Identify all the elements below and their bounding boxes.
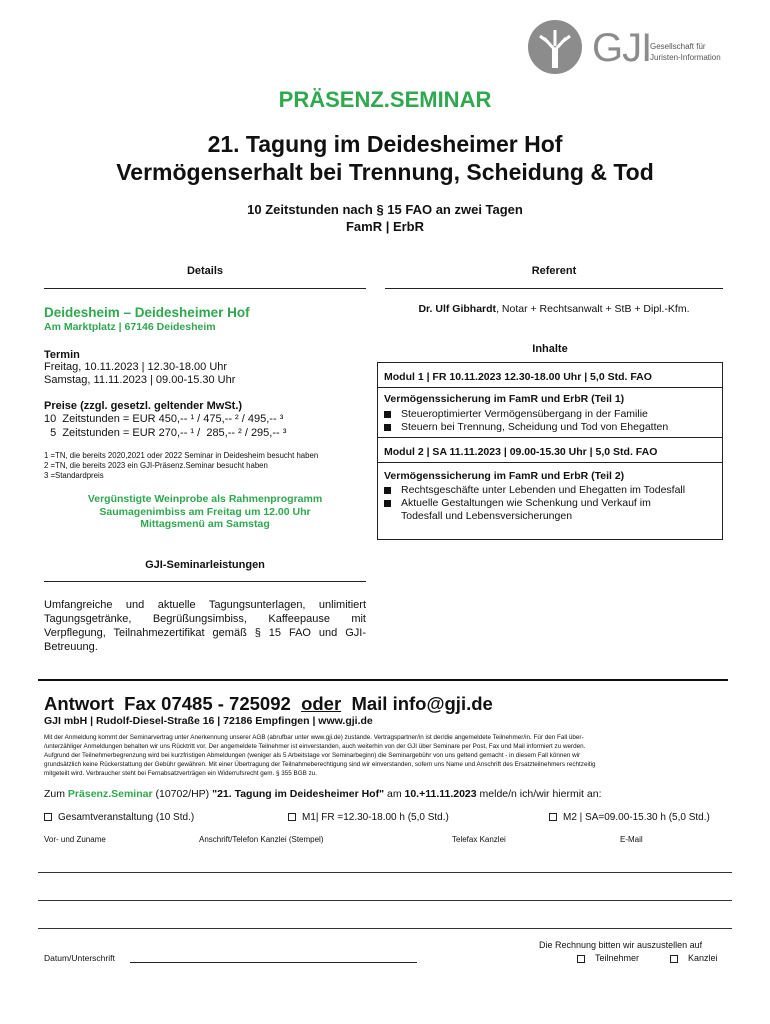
list-item	[384, 484, 685, 497]
leistungen-text: Umfangreiche und aktuelle Tagungsunterlagen, unlimitiert Tagungsgetränke, Begrüßungsimbiss, Kaffeepause mit Verpflegung, Teilnahmezertifikat gemäß § 15 FAO und GJI-Betreuung.	[44, 599, 366, 653]
modul1-divider	[378, 387, 722, 388]
modul2-item-2: Aktuelle Gestaltungen wie Schenkung und Verkauf im	[401, 497, 651, 509]
termin-day1: Freitag, 10.11.2023 | 12.30-18.00 Uhr	[44, 361, 228, 373]
agb-finetext	[44, 733, 729, 778]
logo-subtitle	[650, 41, 750, 63]
antwort-oder: oder	[301, 693, 342, 714]
venue-name: Deidesheim – Deidesheimer Hof	[44, 305, 250, 320]
col-email: E-Mail	[620, 835, 643, 844]
option-gesamt[interactable]	[44, 812, 194, 823]
checkbox-icon[interactable]	[44, 813, 52, 821]
preis-5h: 5 Zeitstunden = EUR 270,-- ¹ / 285,-- ² / 295,-- ³	[44, 427, 287, 439]
referent-desc: , Notar + Rechtsanwalt + StB + Dipl.-Kfm.	[496, 303, 690, 315]
rahmenprogramm	[44, 493, 366, 531]
inhalte-box	[377, 362, 723, 540]
referent-name: Dr. Ulf Gibhardt	[418, 303, 497, 315]
bullet-icon	[384, 487, 391, 494]
agb-line-5: mitgeteilt wird. Verbraucher steht bei Fernabsatzverträgen ein Widerrufsrecht gem. § 355 BGB zu.	[44, 770, 317, 777]
bullet-icon	[384, 411, 391, 418]
list-item	[384, 421, 668, 434]
signature-line[interactable]	[130, 962, 417, 963]
rechnung-text: Die Rechnung bitten wir auszustellen auf	[539, 940, 703, 950]
col-name: Vor- und Zuname	[44, 835, 106, 844]
logo-sub-line2: Juristen-Information	[650, 53, 721, 62]
logo-tree-icon	[528, 20, 582, 74]
option-gesamt-label: Gesamtveranstaltung (10 Std.)	[58, 812, 195, 823]
footnote-1: 1 =TN, die bereits 2020,2021 oder 2022 Seminar in Deidesheim besucht haben	[44, 451, 319, 460]
agb-line-1: Mit der Anmeldung kommt der Seminarvertrag unter Anerkennung unserer AGB (abrufbar unter www.gji.de) zustande. Vertragspartner/in ist der/die angemeldete Teilnehmer/in. Für den Fall über-	[44, 734, 584, 741]
agb-line-2: /unterzähliger Anmeldungen behalten wir uns Rücktritt vor. Der angemeldete Teilnehmer ist einverstanden, auch weiterhin von der GJI über Seminare per Post, Fax und Mail informiert zu werden.	[44, 743, 586, 750]
option-m1-label: M1| FR =12.30-18.00 h (5,0 Std.)	[302, 812, 449, 823]
leistungen-divider	[44, 581, 366, 582]
zum-end: melde/n ich/wir hiermit an:	[476, 788, 602, 800]
modul1-head: Modul 1 | FR 10.11.2023 12.30-18.00 Uhr | 5,0 Std. FAO	[384, 371, 652, 383]
form-line-3[interactable]	[38, 928, 732, 929]
checkbox-icon[interactable]	[577, 955, 585, 963]
termin-label: Termin	[44, 349, 80, 361]
zum-seminar: Präsenz.Seminar	[67, 788, 153, 800]
extra-imbiss: Saumagenimbiss am Freitag um 12.00 Uhr	[99, 505, 311, 518]
company-line: GJI mbH | Rudolf-Diesel-Straße 16 | 72186 Empfingen | www.gji.de	[44, 715, 373, 727]
list-item	[384, 408, 668, 421]
zum-am: am	[384, 788, 405, 800]
zum-code: (10702/HP)	[152, 788, 213, 800]
modul2-item-1: Rechtsgeschäfte unter Lebenden und Ehegatten im Todesfall	[401, 484, 686, 496]
modul1-item-2: Steuern bei Trennung, Scheidung und Tod von Ehegatten	[401, 421, 669, 433]
page-title: 21. Tagung im Deidesheimer Hof	[207, 131, 563, 157]
modul2-head: Modul 2 | SA 11.11.2023 | 09.00-15.30 Uhr | 5,0 Std. FAO	[384, 446, 658, 458]
logo-brand: GJI	[592, 26, 652, 70]
hours-info: 10 Zeitstunden nach § 15 FAO an zwei Tagen	[247, 202, 523, 217]
zum-text: Zum	[44, 788, 68, 800]
extra-mittag: Mittagsmenü am Samstag	[140, 518, 270, 530]
rechnung-teilnehmer[interactable]	[577, 953, 639, 963]
antwort-mail: Mail info@gji.de	[341, 693, 493, 714]
modul1-item-1: Steueroptimierter Vermögensübergang in der Familie	[401, 408, 648, 420]
datum-label: Datum/Unterschrift	[44, 953, 115, 963]
rechnung-kanzlei-label: Kanzlei	[688, 953, 718, 963]
modul2-item-2-cont: Todesfall und Lebensversicherungen	[401, 510, 573, 522]
zum-title: "21. Tagung im Deidesheimer Hof"	[212, 788, 385, 800]
footnote-2: 2 =TN, die bereits 2023 ein GJI-Präsenz.Seminar besucht haben	[44, 461, 268, 470]
anmeldung-line	[44, 788, 602, 800]
referent-divider	[385, 288, 723, 289]
modul1-title: Vermögenssicherung im FamR und ErbR (Teil 1)	[384, 393, 625, 405]
antwort-fax: Antwort Fax 07485 - 725092	[44, 693, 302, 714]
logo-sub-line1: Gesellschaft für	[650, 42, 706, 51]
inhalte-heading: Inhalte	[532, 343, 568, 355]
antwort-rule	[38, 679, 728, 681]
modul2-list	[384, 484, 685, 523]
option-m1[interactable]	[288, 812, 449, 823]
referent-line	[385, 303, 723, 315]
rechnung-teilnehmer-label: Teilnehmer	[595, 953, 640, 963]
agb-line-4: grundsätzlich keine Rückerstattung der Gebühr gewähren. Mit einer Übertragung der Teilnahmeberechtigung sind wir einverstanden, sofern uns Name und Anschrift des Ersatzteilnehmers rechtzeitig	[44, 761, 596, 768]
antwort-title	[44, 693, 493, 715]
form-line-1[interactable]	[38, 872, 732, 873]
modul2-title: Vermögenssicherung im FamR und ErbR (Teil 2)	[384, 470, 625, 482]
modul2-top-divider	[378, 437, 722, 438]
seminar-kicker: PRÄSENZ.SEMINAR	[278, 87, 492, 112]
option-m2[interactable]	[549, 812, 710, 823]
col-anschrift: Anschrift/Telefon Kanzlei (Stempel)	[199, 835, 324, 844]
rechnung-kanzlei[interactable]	[670, 953, 718, 963]
price-footnotes	[44, 451, 318, 481]
leistungen-heading: GJI-Seminarleistungen	[145, 559, 265, 571]
preis-10h: 10 Zeitstunden = EUR 450,-- ¹ / 475,-- ² / 495,-- ³	[44, 413, 284, 425]
page-subtitle: Vermögenserhalt bei Trennung, Scheidung & Tod	[116, 159, 654, 185]
preise-label: Preise (zzgl. gesetzl. geltender MwSt.)	[44, 400, 243, 412]
venue-address: Am Marktplatz | 67146 Deidesheim	[44, 321, 216, 333]
details-divider	[44, 288, 366, 289]
col-telefax: Telefax Kanzlei	[452, 835, 506, 844]
form-line-2[interactable]	[38, 900, 732, 901]
checkbox-icon[interactable]	[288, 813, 296, 821]
modul1-list	[384, 408, 668, 434]
agb-line-3: Aufgrund der Teilnehmerbegrenzung wird bei kurzfristigen Abmeldungen (weniger als 5 Arbeitstage vor Seminarbeginn) die Seminargebühr von uns geltend gemacht - in diesem Fall können wir	[44, 752, 581, 759]
termin-day2: Samstag, 11.11.2023 | 09.00-15.30 Uhr	[44, 374, 236, 386]
law-areas: FamR | ErbR	[345, 219, 425, 234]
bullet-icon	[384, 424, 391, 431]
option-m2-label: M2 | SA=09.00-15.30 h (5,0 Std.)	[563, 812, 710, 823]
bullet-icon	[384, 500, 391, 507]
checkbox-icon[interactable]	[549, 813, 557, 821]
list-item	[384, 497, 685, 510]
modul2-divider	[378, 462, 722, 463]
extra-weinprobe: Vergünstigte Weinprobe als Rahmenprogramm	[87, 493, 323, 505]
zum-date: 10.+11.11.2023	[404, 788, 477, 800]
footnote-3: 3 =Standardpreis	[44, 471, 104, 480]
checkbox-icon[interactable]	[670, 955, 678, 963]
details-heading: Details	[186, 265, 224, 277]
referent-heading: Referent	[531, 265, 577, 277]
